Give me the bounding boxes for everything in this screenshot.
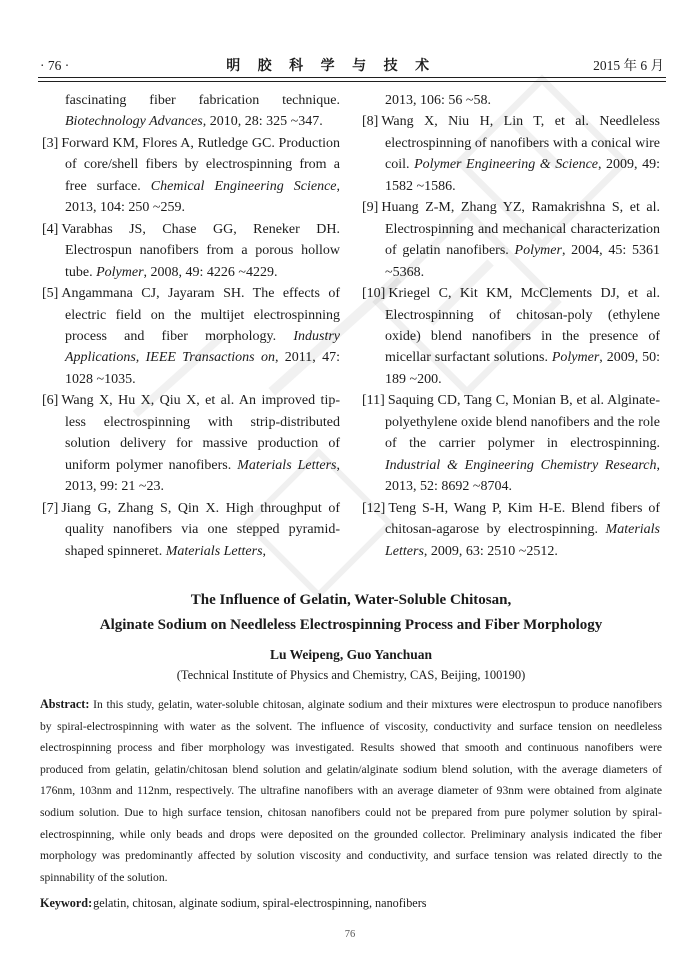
page-label: · 76 · <box>40 58 70 73</box>
reference-entry <box>362 197 660 283</box>
header-double-rule <box>38 77 666 82</box>
journal-name: Polymer Engineering & Science <box>414 157 598 173</box>
journal-name: Materials Letters <box>385 522 660 559</box>
reference-text: , 2011, 47: 1028 ~1035. <box>65 350 340 387</box>
reference-text: Kriegel C, Kit KM, McClements DJ, et al. Electrospinning of chitosan-poly (ethylene oxide) blend nanofibers in the presence of micellar surfactant solutions. <box>385 286 660 366</box>
reference-text: , 2010, 28: 325 ~347. <box>202 114 323 130</box>
reference-text: Forward KM, Flores A, Rutledge GC. Production of core/shell fibers by electrospinning from a free surface. <box>61 135 340 194</box>
journal-title: 明 胶 科 学 与 技 术 <box>226 59 437 74</box>
reference-number: [11] <box>362 393 385 409</box>
reference-number: [5] <box>42 286 59 302</box>
article-title-block <box>40 588 662 683</box>
reference-text: fascinating fiber fabrication technique. <box>65 93 340 108</box>
article-title-line2: Alginate Sodium on Needleless Electrospinning Process and Fiber Morphology <box>99 617 603 633</box>
reference-number: [4] <box>42 221 59 237</box>
reference-entry <box>362 390 660 497</box>
journal-name: Chemical Engineering Science <box>150 178 337 194</box>
reference-text: Angammana CJ, Jayaram SH. The effects of electric field on the multijet electrospinning process and fiber morphology. <box>61 286 340 344</box>
reference-number: [10] <box>362 286 386 302</box>
reference-text: , 2008, 49: 4226 ~4229. <box>143 264 278 280</box>
reference-text: Varabhas JS, Chase GG, Reneker DH. Electrospun nanofibers from a porous hollow tube. <box>61 221 340 280</box>
article-affiliation: (Technical Institute of Physics and Chemistry, CAS, Beijing, 100190) <box>176 668 526 682</box>
running-head <box>40 54 664 75</box>
reference-entry <box>362 111 660 197</box>
reference-number: [9] <box>362 200 379 216</box>
reference-number: [8] <box>362 114 379 130</box>
abstract-label: Abstract: <box>40 697 90 711</box>
reference-text: Saquing CD, Tang C, Monian B, et al. Alginate-polyethylene oxide blend nanofibers and the role of the carrier polymer in electrospinning. <box>385 393 660 452</box>
reference-text: Teng S-H, Wang P, Kim H-E. Blend fibers of chitosan-agarose by electrospinning. <box>385 500 660 538</box>
reference-text: , 2004, 45: 5361 ~5368. <box>385 243 660 280</box>
journal-name: Industrial & Engineering Chemistry Research <box>385 457 657 473</box>
reference-entry <box>362 90 660 111</box>
reference-number: [3] <box>42 135 59 151</box>
reference-entry <box>42 133 340 219</box>
reference-entry <box>362 498 660 562</box>
reference-text: Wang X, Niu H, Lin T, et al. Needleless electrospinning of nanofibers with a conical wire coil. <box>381 114 660 173</box>
journal-name: Polymer <box>96 264 144 280</box>
reference-entry <box>42 90 340 133</box>
journal-name: Polymer <box>514 243 562 259</box>
journal-name: Materials Letters <box>237 457 337 473</box>
abstract-text: In this study, gelatin, water-soluble chitosan, alginate sodium and their mixtures were electrospun to produce nanofibers by spiral-electrospinning with water as the solvent. The influence of viscosity, conductivity and surface tension on needleless electrospinning process and fiber morphology was investigated. Results showed that smooth and continuous nanofibers were produced from gelatin, gelatin/chitosan blend solution and gelatin/alginate sodium blend solution, with the average diameters of 176nm, 103nm and 112nm, respectively. The ultrafine nanofibers with an average diameter of 93nm were obtained from alginate sodium solution. Due to high surface tension, chitosan nanofibers could not be prepared from pure polymer solution by spiral-electrospinning, while only beads and drops were deposited on the grounded collector. Preliminary analysis indicated the fiber morphology was predominantly affected by solution viscosity and conductivity, and surface tension was related directly to the spinnability of the solution. <box>40 698 662 884</box>
journal-name: Materials Letters <box>165 543 263 559</box>
reference-text: 2013, 106: 56 ~58. <box>385 93 491 108</box>
reference-entry <box>362 283 660 390</box>
keyword-label: Keyword: <box>40 896 93 910</box>
abstract-paragraph <box>40 694 662 888</box>
reference-entry <box>42 498 340 562</box>
reference-text: , 2009, 49: 1582 ~1586. <box>385 157 660 194</box>
reference-number: [12] <box>362 500 386 516</box>
reference-text: , 2013, 104: 250 ~259. <box>65 178 340 216</box>
article-authors: Lu Weipeng, Guo Yanchuan <box>269 647 433 662</box>
article-title-line1: The Influence of Gelatin, Water-Soluble Chitosan, <box>190 592 512 608</box>
issue-date: 2015 年 6 月 <box>593 58 664 73</box>
journal-name: Biotechnology Advances <box>65 114 203 130</box>
journal-name: Polymer <box>551 350 600 366</box>
reference-columns <box>42 90 660 590</box>
reference-column-right <box>362 90 660 590</box>
reference-text: , 2009, 63: 2510 ~2512. <box>423 543 558 559</box>
reference-number: [6] <box>42 393 59 409</box>
reference-text: Jiang G, Zhang S, Qin X. High throughput of quality nanofibers via one stepped pyramid-shaped spinneret. <box>61 500 340 559</box>
reference-text: , 2013, 52: 8692 ~8704. <box>385 457 660 495</box>
keyword-text: gelatin, chitosan, alginate sodium, spiral-electrospinning, nanofibers <box>93 896 427 910</box>
keyword-line <box>40 896 662 911</box>
page-number-footer: 76 <box>344 929 356 940</box>
reference-entry <box>42 283 340 390</box>
reference-text: , 2009, 50: 189 ~200. <box>385 350 660 387</box>
reference-text: , <box>262 543 267 559</box>
reference-column-left <box>42 90 340 590</box>
reference-text: Wang X, Hu X, Qiu X, et al. An improved tip-less electrospinning with strip-distributed solution delivery for massive production of uniform polymer nanofibers. <box>61 393 340 473</box>
reference-entry <box>42 219 340 283</box>
reference-entry <box>42 390 340 497</box>
reference-text: , 2013, 99: 21 ~23. <box>65 457 340 495</box>
reference-number: [7] <box>42 500 59 516</box>
journal-name: Industry Applications, IEEE Transactions on <box>65 328 340 366</box>
reference-text: Huang Z-M, Zhang YZ, Ramakrishna S, et al. Electrospinning and mechanical characterization of gelatin nanofibers. <box>381 200 660 259</box>
